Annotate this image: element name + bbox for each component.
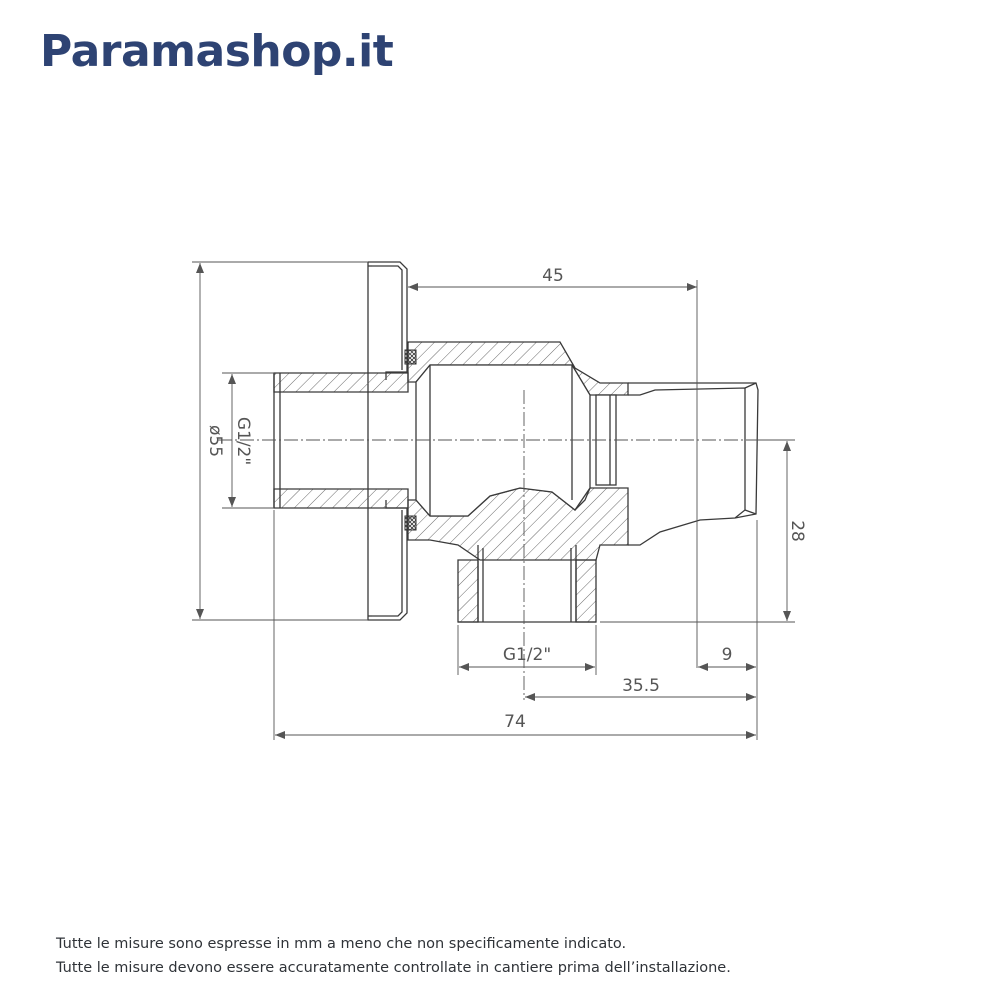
valve-body	[408, 342, 628, 560]
dim-overall-length: 74	[504, 712, 526, 732]
inlet-nipple	[274, 373, 408, 508]
wall-flange	[368, 262, 407, 620]
dim-bottom-thread: G1/2"	[502, 645, 552, 665]
dim-right-height: 28	[787, 520, 807, 542]
dim-center-offset: 35.5	[622, 676, 660, 696]
note-line-2: Tutte le misure devono essere accuratamente controllate in cantiere prima dell’installazione.	[56, 960, 731, 976]
shower-holder	[628, 383, 758, 545]
dim-left-thread: G1/2"	[233, 416, 253, 466]
brand-logo: Paramashop.it	[40, 26, 394, 77]
dim-left-diameter: ø55	[205, 424, 225, 458]
dim-top-length: 45	[542, 266, 564, 286]
footer-notes	[56, 932, 731, 980]
dim-right-offset: 9	[721, 645, 733, 665]
note-line-1: Tutte le misure sono espresse in mm a meno che non specificamente indicato.	[56, 936, 627, 952]
